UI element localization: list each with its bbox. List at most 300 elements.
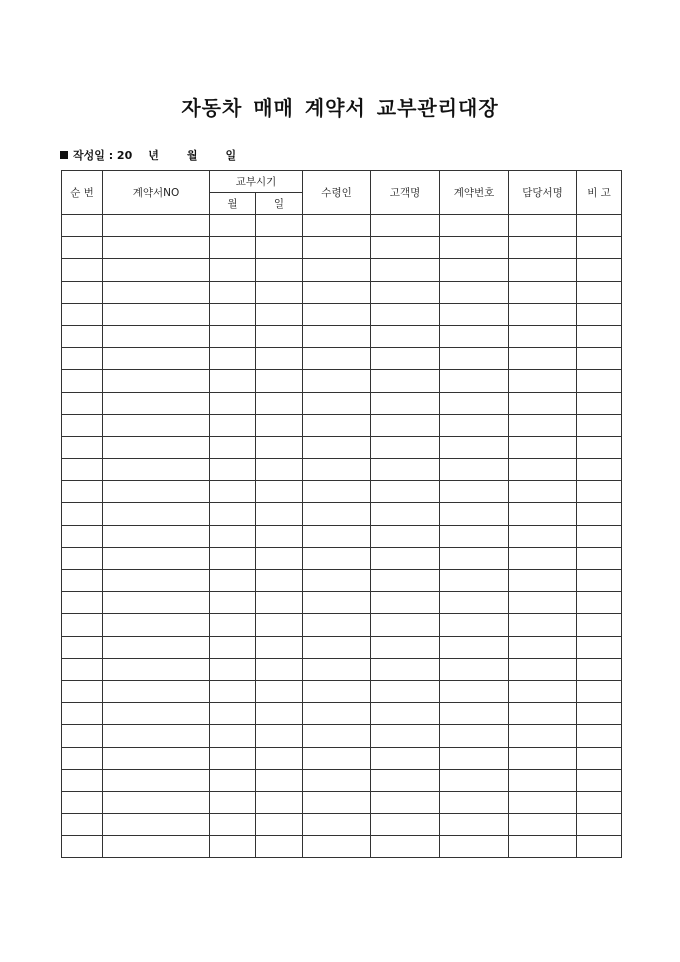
table-cell[interactable] (103, 570, 210, 592)
table-cell[interactable] (577, 636, 622, 658)
table-cell[interactable] (440, 658, 509, 680)
table-cell[interactable] (210, 348, 256, 370)
table-cell[interactable] (440, 414, 509, 436)
table-cell[interactable] (303, 525, 371, 547)
table-cell[interactable] (103, 636, 210, 658)
table-cell[interactable] (371, 215, 440, 237)
table-row (62, 414, 622, 436)
table-cell[interactable] (62, 237, 103, 259)
table-cell[interactable] (371, 570, 440, 592)
table-cell[interactable] (210, 658, 256, 680)
table-cell[interactable] (371, 281, 440, 303)
table-cell[interactable] (210, 392, 256, 414)
table-cell[interactable] (256, 636, 303, 658)
table-cell[interactable] (62, 503, 103, 525)
table-cell[interactable] (440, 525, 509, 547)
table-cell[interactable] (103, 658, 210, 680)
table-cell[interactable] (103, 259, 210, 281)
table-cell[interactable] (371, 747, 440, 769)
table-cell[interactable] (256, 769, 303, 791)
table-row (62, 436, 622, 458)
header-contract-no: 계약서NO (103, 171, 210, 215)
table-cell[interactable] (440, 769, 509, 791)
table-cell[interactable] (440, 503, 509, 525)
table-cell[interactable] (577, 547, 622, 569)
table-cell[interactable] (256, 658, 303, 680)
table-cell[interactable] (210, 836, 256, 858)
date-month-label: 월 (186, 149, 198, 162)
table-cell[interactable] (509, 592, 577, 614)
table-cell[interactable] (509, 769, 577, 791)
table-cell[interactable] (440, 614, 509, 636)
table-cell[interactable] (62, 614, 103, 636)
table-cell[interactable] (210, 414, 256, 436)
table-cell[interactable] (509, 215, 577, 237)
table-cell[interactable] (440, 703, 509, 725)
table-cell[interactable] (371, 814, 440, 836)
table-cell[interactable] (509, 547, 577, 569)
table-cell[interactable] (440, 370, 509, 392)
table-cell[interactable] (256, 436, 303, 458)
table-cell[interactable] (103, 215, 210, 237)
table-cell[interactable] (62, 570, 103, 592)
table-cell[interactable] (509, 791, 577, 813)
table-cell[interactable] (256, 614, 303, 636)
table-cell[interactable] (509, 481, 577, 503)
table-cell[interactable] (509, 503, 577, 525)
table-cell[interactable] (509, 414, 577, 436)
table-row (62, 215, 622, 237)
header-recipient: 수령인 (303, 171, 371, 215)
table-cell[interactable] (256, 303, 303, 325)
table-cell[interactable] (577, 747, 622, 769)
table-cell[interactable] (210, 703, 256, 725)
ledger-table (61, 170, 622, 858)
table-cell[interactable] (256, 547, 303, 569)
table-cell[interactable] (210, 370, 256, 392)
table-cell[interactable] (577, 436, 622, 458)
table-cell[interactable] (303, 503, 371, 525)
table-cell[interactable] (509, 259, 577, 281)
table-cell[interactable] (509, 348, 577, 370)
table-cell[interactable] (577, 303, 622, 325)
table-row (62, 348, 622, 370)
table-cell[interactable] (371, 658, 440, 680)
table-cell[interactable] (256, 325, 303, 347)
table-cell[interactable] (62, 636, 103, 658)
table-cell[interactable] (256, 481, 303, 503)
table-cell[interactable] (303, 325, 371, 347)
table-cell[interactable] (103, 348, 210, 370)
table-cell[interactable] (256, 814, 303, 836)
table-cell[interactable] (577, 814, 622, 836)
table-cell[interactable] (509, 680, 577, 702)
header-month: 월 (210, 193, 256, 215)
table-cell[interactable] (371, 237, 440, 259)
table-cell[interactable] (371, 636, 440, 658)
table-cell[interactable] (577, 658, 622, 680)
table-cell[interactable] (440, 281, 509, 303)
table-cell[interactable] (303, 303, 371, 325)
table-cell[interactable] (210, 436, 256, 458)
table-cell[interactable] (62, 303, 103, 325)
table-cell[interactable] (62, 325, 103, 347)
table-row (62, 747, 622, 769)
table-cell[interactable] (303, 836, 371, 858)
table-row (62, 636, 622, 658)
table-cell[interactable] (256, 503, 303, 525)
table-cell[interactable] (303, 459, 371, 481)
ledger-body (62, 215, 622, 858)
table-row (62, 836, 622, 858)
table-cell[interactable] (256, 281, 303, 303)
table-cell[interactable] (103, 791, 210, 813)
table-cell[interactable] (371, 325, 440, 347)
table-cell[interactable] (509, 614, 577, 636)
table-cell[interactable] (256, 392, 303, 414)
table-cell[interactable] (62, 725, 103, 747)
table-cell[interactable] (103, 281, 210, 303)
table-cell[interactable] (210, 303, 256, 325)
table-cell[interactable] (256, 348, 303, 370)
table-cell[interactable] (256, 725, 303, 747)
table-row (62, 525, 622, 547)
table-cell[interactable] (303, 215, 371, 237)
table-cell[interactable] (62, 348, 103, 370)
table-cell[interactable] (303, 814, 371, 836)
table-cell[interactable] (303, 725, 371, 747)
table-cell[interactable] (303, 592, 371, 614)
header-delivery-time: 교부시기 (210, 171, 303, 193)
table-cell[interactable] (210, 281, 256, 303)
table-cell[interactable] (371, 614, 440, 636)
table-cell[interactable] (210, 680, 256, 702)
table-cell[interactable] (210, 525, 256, 547)
table-cell[interactable] (371, 436, 440, 458)
table-cell[interactable] (62, 791, 103, 813)
table-row (62, 303, 622, 325)
table-cell[interactable] (210, 769, 256, 791)
table-cell[interactable] (577, 725, 622, 747)
header-manager-sign: 담당서명 (509, 171, 577, 215)
header-contract-number: 계약번호 (440, 171, 509, 215)
table-cell[interactable] (577, 259, 622, 281)
table-cell[interactable] (440, 570, 509, 592)
table-row (62, 680, 622, 702)
table-cell[interactable] (371, 259, 440, 281)
table-cell[interactable] (303, 348, 371, 370)
table-cell[interactable] (577, 503, 622, 525)
table-cell[interactable] (509, 570, 577, 592)
table-cell[interactable] (103, 747, 210, 769)
table-cell[interactable] (440, 747, 509, 769)
table-cell[interactable] (371, 392, 440, 414)
table-cell[interactable] (210, 215, 256, 237)
table-cell[interactable] (62, 370, 103, 392)
table-cell[interactable] (440, 303, 509, 325)
table-cell[interactable] (256, 259, 303, 281)
table-cell[interactable] (371, 525, 440, 547)
table-row (62, 769, 622, 791)
table-cell[interactable] (210, 325, 256, 347)
table-cell[interactable] (62, 414, 103, 436)
table-cell[interactable] (577, 215, 622, 237)
table-cell[interactable] (577, 680, 622, 702)
table-cell[interactable] (509, 525, 577, 547)
table-cell[interactable] (440, 814, 509, 836)
table-cell[interactable] (371, 481, 440, 503)
table-cell[interactable] (62, 769, 103, 791)
table-cell[interactable] (371, 414, 440, 436)
table-row (62, 325, 622, 347)
table-cell[interactable] (62, 836, 103, 858)
table-cell[interactable] (103, 459, 210, 481)
table-cell[interactable] (303, 680, 371, 702)
table-cell[interactable] (62, 592, 103, 614)
table-cell[interactable] (303, 237, 371, 259)
table-cell[interactable] (303, 392, 371, 414)
table-cell[interactable] (210, 592, 256, 614)
table-cell[interactable] (103, 392, 210, 414)
table-cell[interactable] (440, 636, 509, 658)
table-cell[interactable] (303, 436, 371, 458)
table-cell[interactable] (256, 237, 303, 259)
table-cell[interactable] (509, 658, 577, 680)
table-cell[interactable] (440, 725, 509, 747)
table-cell[interactable] (62, 658, 103, 680)
table-cell[interactable] (371, 547, 440, 569)
table-cell[interactable] (210, 725, 256, 747)
table-cell[interactable] (256, 370, 303, 392)
table-cell[interactable] (577, 614, 622, 636)
table-cell[interactable] (62, 281, 103, 303)
table-cell[interactable] (256, 791, 303, 813)
table-cell[interactable] (103, 303, 210, 325)
table-cell[interactable] (371, 303, 440, 325)
table-cell[interactable] (371, 459, 440, 481)
table-cell[interactable] (440, 325, 509, 347)
table-cell[interactable] (509, 459, 577, 481)
table-row (62, 658, 622, 680)
table-cell[interactable] (103, 680, 210, 702)
table-cell[interactable] (62, 259, 103, 281)
table-cell[interactable] (440, 348, 509, 370)
table-row (62, 392, 622, 414)
table-cell[interactable] (440, 259, 509, 281)
table-cell[interactable] (577, 703, 622, 725)
table-row (62, 570, 622, 592)
table-cell[interactable] (440, 836, 509, 858)
table-cell[interactable] (509, 636, 577, 658)
table-cell[interactable] (256, 680, 303, 702)
table-row (62, 791, 622, 813)
square-bullet-icon (60, 151, 68, 159)
header-seq: 순 번 (62, 171, 103, 215)
table-cell[interactable] (103, 481, 210, 503)
table-cell[interactable] (256, 215, 303, 237)
table-cell[interactable] (103, 503, 210, 525)
header-remarks: 비 고 (577, 171, 622, 215)
table-cell[interactable] (103, 325, 210, 347)
table-cell[interactable] (256, 525, 303, 547)
header-row (62, 171, 622, 193)
table-cell[interactable] (371, 703, 440, 725)
table-cell[interactable] (62, 747, 103, 769)
table-cell[interactable] (509, 747, 577, 769)
table-cell[interactable] (210, 814, 256, 836)
table-cell[interactable] (509, 303, 577, 325)
table-cell[interactable] (210, 636, 256, 658)
table-cell[interactable] (303, 481, 371, 503)
table-cell[interactable] (440, 237, 509, 259)
table-cell[interactable] (440, 459, 509, 481)
table-cell[interactable] (303, 570, 371, 592)
table-cell[interactable] (256, 703, 303, 725)
table-cell[interactable] (62, 814, 103, 836)
table-cell[interactable] (577, 392, 622, 414)
table-cell[interactable] (371, 680, 440, 702)
date-label: 작성일 : 20 (73, 149, 133, 162)
table-cell[interactable] (62, 680, 103, 702)
table-cell[interactable] (577, 370, 622, 392)
table-cell[interactable] (509, 836, 577, 858)
table-cell[interactable] (256, 414, 303, 436)
table-cell[interactable] (440, 592, 509, 614)
table-cell[interactable] (577, 237, 622, 259)
table-cell[interactable] (256, 570, 303, 592)
table-cell[interactable] (577, 836, 622, 858)
table-cell[interactable] (509, 725, 577, 747)
table-cell[interactable] (303, 259, 371, 281)
table-cell[interactable] (303, 281, 371, 303)
table-cell[interactable] (103, 525, 210, 547)
table-cell[interactable] (509, 237, 577, 259)
table-cell[interactable] (210, 481, 256, 503)
table-cell[interactable] (303, 769, 371, 791)
table-row (62, 503, 622, 525)
date-line (60, 147, 236, 163)
table-cell[interactable] (509, 436, 577, 458)
table-cell[interactable] (103, 414, 210, 436)
table-cell[interactable] (440, 436, 509, 458)
table-cell[interactable] (371, 769, 440, 791)
table-cell[interactable] (303, 614, 371, 636)
table-cell[interactable] (210, 503, 256, 525)
table-cell[interactable] (62, 215, 103, 237)
table-cell[interactable] (62, 481, 103, 503)
table-cell[interactable] (440, 392, 509, 414)
table-row (62, 614, 622, 636)
table-cell[interactable] (371, 836, 440, 858)
table-cell[interactable] (371, 348, 440, 370)
table-cell[interactable] (577, 592, 622, 614)
table-cell[interactable] (577, 459, 622, 481)
table-cell[interactable] (577, 325, 622, 347)
table-cell[interactable] (371, 592, 440, 614)
table-cell[interactable] (62, 547, 103, 569)
table-cell[interactable] (440, 791, 509, 813)
table-cell[interactable] (303, 658, 371, 680)
table-row (62, 281, 622, 303)
page-title: 자동차 매매 계약서 교부관리대장 (181, 96, 499, 120)
table-cell[interactable] (303, 414, 371, 436)
table-cell[interactable] (303, 791, 371, 813)
table-cell[interactable] (210, 259, 256, 281)
table-cell[interactable] (210, 570, 256, 592)
table-cell[interactable] (509, 814, 577, 836)
table-cell[interactable] (210, 459, 256, 481)
table-cell[interactable] (303, 547, 371, 569)
date-year-label: 년 (148, 149, 159, 162)
table-cell[interactable] (371, 725, 440, 747)
table-cell[interactable] (62, 459, 103, 481)
table-cell[interactable] (210, 547, 256, 569)
table-cell[interactable] (577, 525, 622, 547)
table-cell[interactable] (256, 747, 303, 769)
table-cell[interactable] (509, 392, 577, 414)
table-cell[interactable] (577, 570, 622, 592)
table-cell[interactable] (577, 281, 622, 303)
table-cell[interactable] (577, 791, 622, 813)
table-cell[interactable] (103, 725, 210, 747)
table-cell[interactable] (210, 614, 256, 636)
table-cell[interactable] (440, 215, 509, 237)
date-day-label: 일 (225, 149, 237, 162)
table-cell[interactable] (440, 547, 509, 569)
table-cell[interactable] (577, 481, 622, 503)
table-cell[interactable] (62, 392, 103, 414)
table-cell[interactable] (256, 836, 303, 858)
table-cell[interactable] (103, 703, 210, 725)
table-cell[interactable] (103, 814, 210, 836)
table-cell[interactable] (103, 614, 210, 636)
table-cell[interactable] (256, 459, 303, 481)
table-cell[interactable] (509, 703, 577, 725)
table-cell[interactable] (577, 414, 622, 436)
table-cell[interactable] (303, 370, 371, 392)
table-cell[interactable] (577, 348, 622, 370)
table-row (62, 459, 622, 481)
table-cell[interactable] (210, 747, 256, 769)
table-cell[interactable] (103, 836, 210, 858)
table-row (62, 547, 622, 569)
table-cell[interactable] (210, 237, 256, 259)
table-cell[interactable] (103, 592, 210, 614)
table-cell[interactable] (103, 370, 210, 392)
table-cell[interactable] (371, 503, 440, 525)
table-cell[interactable] (440, 680, 509, 702)
table-cell[interactable] (509, 370, 577, 392)
table-cell[interactable] (103, 547, 210, 569)
table-cell[interactable] (303, 747, 371, 769)
table-cell[interactable] (103, 237, 210, 259)
table-cell[interactable] (103, 769, 210, 791)
table-cell[interactable] (303, 703, 371, 725)
table-cell[interactable] (210, 791, 256, 813)
table-cell[interactable] (371, 370, 440, 392)
table-cell[interactable] (440, 481, 509, 503)
table-cell[interactable] (371, 791, 440, 813)
table-cell[interactable] (62, 703, 103, 725)
table-cell[interactable] (103, 436, 210, 458)
table-cell[interactable] (62, 436, 103, 458)
table-cell[interactable] (509, 325, 577, 347)
table-cell[interactable] (62, 525, 103, 547)
table-cell[interactable] (509, 281, 577, 303)
table-cell[interactable] (303, 636, 371, 658)
table-cell[interactable] (577, 769, 622, 791)
table-cell[interactable] (256, 592, 303, 614)
